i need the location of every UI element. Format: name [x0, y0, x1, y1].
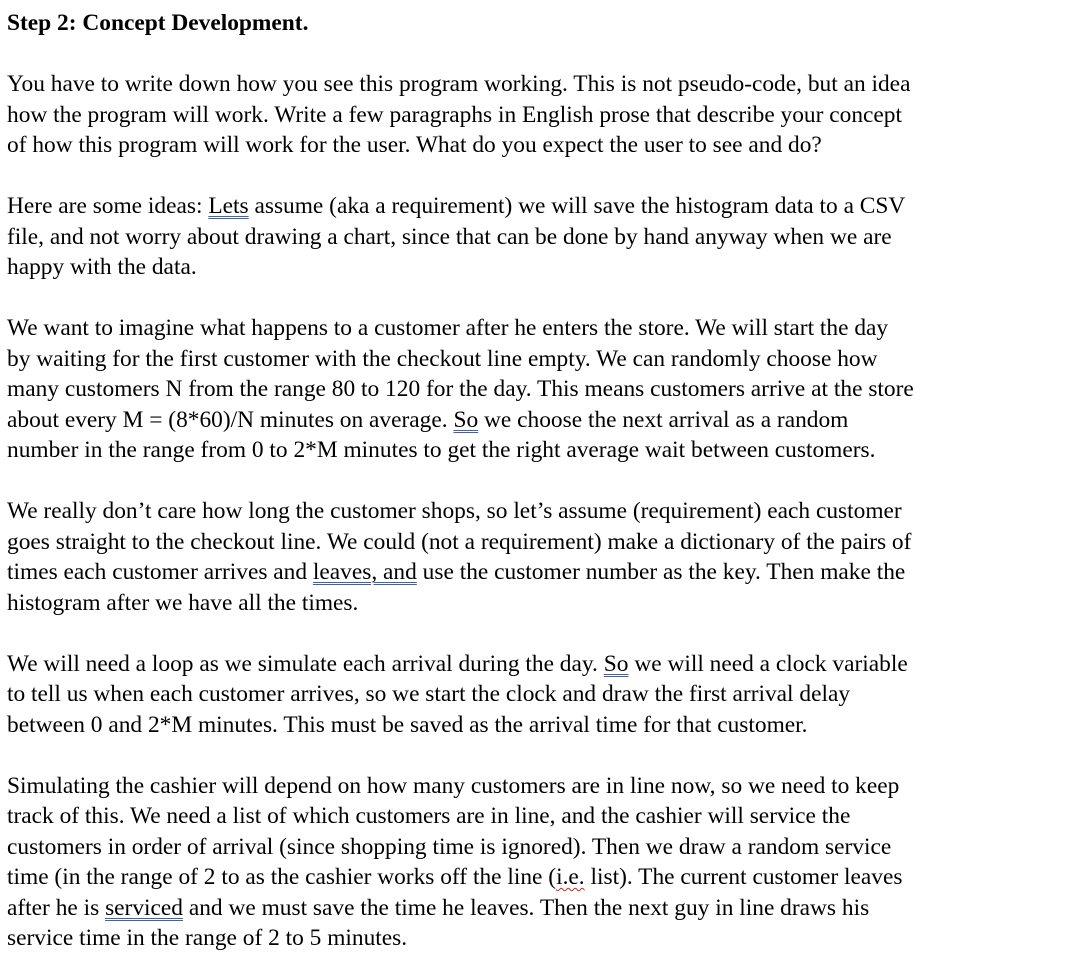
text-line: Simulating the cashier will depend on how many customers are in line now, so we need to keep [7, 772, 900, 799]
text-line: many customers N from the range 80 to 120 for the day. This means customers arrive at the store [7, 376, 914, 402]
text-line: number in the range from 0 to 2*M minutes to get the right average wait between customers. [7, 437, 876, 463]
text-line: by waiting for the first customer with the checkout line empty. We can randomly choose how [7, 345, 878, 372]
text-line: track of this. We need a list of which customers are in line, and the cashier will service the [7, 803, 851, 829]
paragraph-ideas [7, 191, 1079, 283]
spelling-flagged-word: i.e. [556, 864, 585, 890]
text-line: about every M = (8*60)/N minutes on average. So we choose the next arrival as a random [7, 406, 849, 433]
grammar-flagged-word: So [453, 406, 479, 433]
text-line: between 0 and 2*M minutes. This must be saved as the arrival time for that customer. [7, 711, 808, 738]
document-page [7, 8, 1079, 954]
text-line: times each customer arrives and leaves, and use the customer number as the key. Then make the [7, 559, 906, 585]
text-line: You have to write down how you see this program working. This is not pseudo-code, but an idea [7, 71, 911, 97]
text-line: happy with the data. [7, 254, 197, 280]
text-line: how the program will work. Write a few paragraphs in English prose that describe your concept [7, 101, 902, 128]
text-line: after he is serviced and we must save the time he leaves. Then the next guy in line draws his [7, 894, 870, 921]
paragraph-simulation-loop [7, 649, 1079, 741]
text-line: histogram after we have all the times. [7, 589, 359, 616]
text-line: service time in the range of 2 to 5 minutes. [7, 925, 408, 951]
grammar-flagged-word: Lets [208, 193, 249, 219]
text-line: file, and not worry about drawing a chart, since that can be done by hand anyway when we are [7, 223, 892, 250]
document-heading: Step 2: Concept Development. [7, 10, 309, 36]
text-line: goes straight to the checkout line. We could (not a requirement) make a dictionary of the pairs of [7, 528, 912, 555]
text-line: We really don’t care how long the customer shops, so let’s assume (requirement) each customer [7, 498, 902, 524]
text-line: We will need a loop as we simulate each arrival during the day. So we will need a clock variable [7, 650, 908, 677]
text-line: time (in the range of 2 to as the cashier works off the line (i.e. list). The current customer leaves [7, 864, 903, 890]
text-line: Here are some ideas: Lets assume (aka a requirement) we will save the histogram data to a CSV [7, 193, 906, 219]
text-line: to tell us when each customer arrives, so we start the clock and draw the first arrival delay [7, 681, 851, 707]
text-line: We want to imagine what happens to a customer after he enters the store. We will start the day [7, 315, 889, 341]
text-line: customers in order of arrival (since shopping time is ignored). Then we draw a random service [7, 833, 892, 860]
paragraph-checkout-line [7, 496, 1079, 618]
grammar-flagged-word: leaves, and [312, 559, 417, 585]
grammar-flagged-word: serviced [105, 894, 183, 921]
grammar-flagged-word: So [603, 650, 629, 677]
paragraph-cashier-simulation [7, 771, 1079, 954]
paragraph-customer-arrival [7, 313, 1079, 466]
text-line: of how this program will work for the user. What do you expect the user to see and do? [7, 132, 822, 158]
paragraph-concept-intro [7, 69, 1079, 161]
